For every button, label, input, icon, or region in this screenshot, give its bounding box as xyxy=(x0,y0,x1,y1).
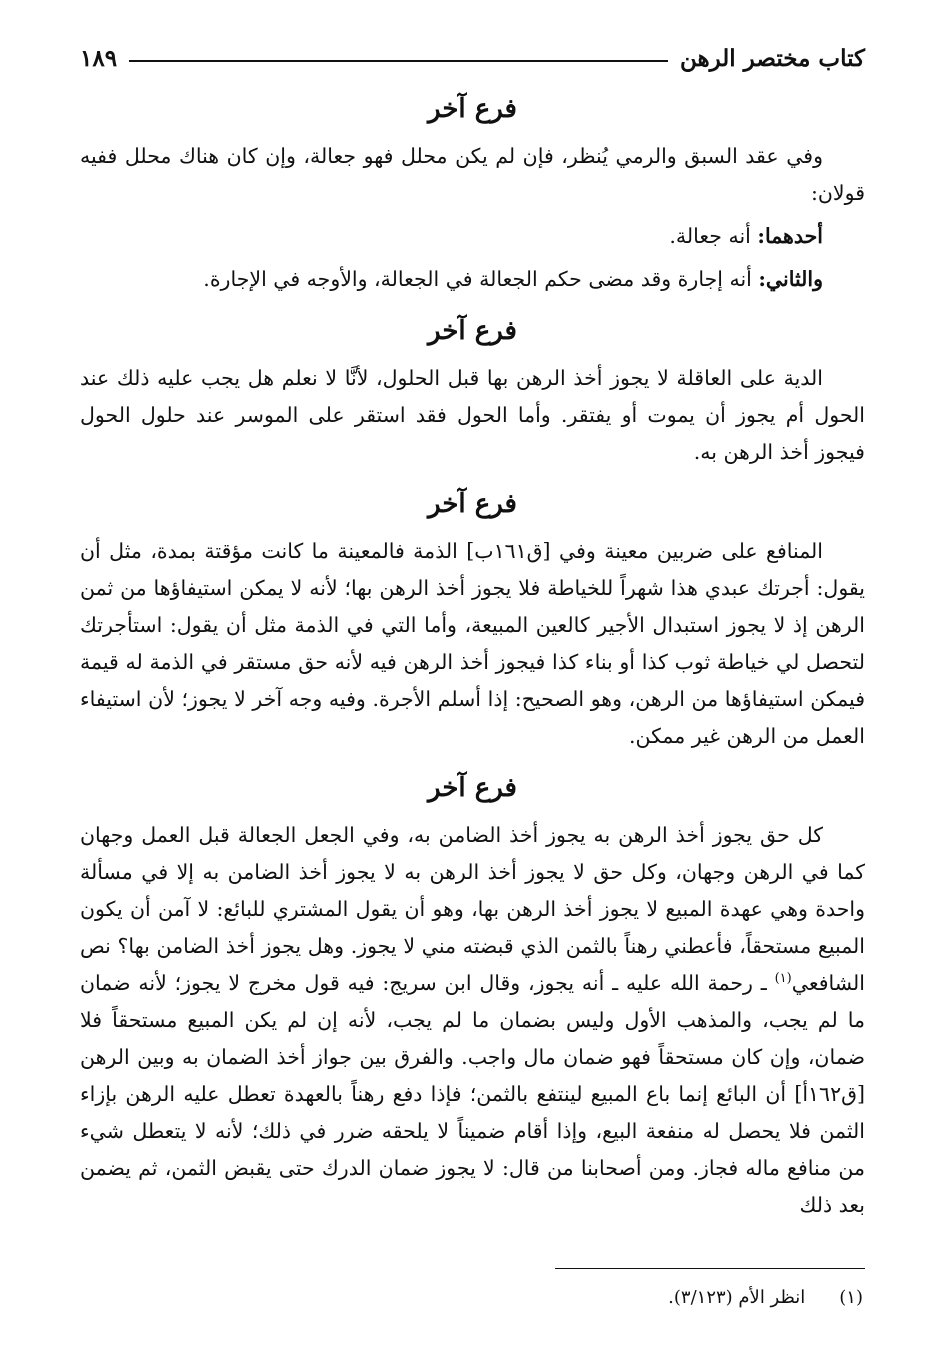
paragraph: المنافع على ضربين معينة وفي [ق١٦١ب] الذمة فالمعينة ما كانت مؤقتة بمدة، مثل أن يقول: أجرتك عبدي هذا شهراً للخياطة فلا يجوز أخذ الرهن بها؛ لأنه لا يمكن استيفاؤها من ثمن الرهن إذ لا يجوز استبدال الأجير كالعين المبيعة، وأما التي في الذمة مثل أن يقول: استأجرتك لتحصل لي خياطة ثوب كذا أو بناء كذا فيجوز أخذ الرهن فيه لأنه حق مستقر في الذمة له قيمة فيمكن استيفاؤها من الرهن، وهو الصحيح: إذا أسلم الأجرة. وفيه وجه آخر لا يجوز؛ لأن استيفاء العمل من الرهن غير ممكن. xyxy=(80,539,865,748)
footnote-rule xyxy=(555,1268,865,1269)
section-1 xyxy=(80,86,865,298)
header-rule xyxy=(129,60,668,62)
item-text: أنه جعالة. xyxy=(669,224,758,248)
section-heading: فرع آخر xyxy=(428,316,517,346)
page-number: ١٨٩ xyxy=(80,44,118,72)
section-heading: فرع آخر xyxy=(428,94,517,124)
list-item xyxy=(80,261,865,298)
item-lead: أحدهما: xyxy=(757,224,823,248)
paragraph-text: كل حق يجوز أخذ الرهن به يجوز أخذ الضامن به، وفي الجعل الجعالة قبل العمل وجهان كما في الرهن وجهان، وكل حق لا يجوز أخذ الرهن به لا يجوز أخذ الضامن به إلا في مسألة واحدة وهي عهدة المبيع لا يجوز أخذ الرهن بها، وهو أن يقول المشتري للبائع: لا آمن أن يكون المبيع مستحقاً، فأعطني رهناً بالثمن الذي قبضته مني لا يجوز. وهل يجوز أخذ الضامن بها؟ نص الشافعي xyxy=(80,823,865,995)
paragraph: الدية على العاقلة لا يجوز أخذ الرهن بها قبل الحلول، لأنَّا لا نعلم هل يجب عليه ذلك عند الحول أم يجوز أن يموت أو يفتقر. وأما الحول فقد استقر على الموسر عند حلول الحول فيجوز أخذ الرهن به. xyxy=(80,366,865,464)
section-heading: فرع آخر xyxy=(428,773,517,803)
paragraph: وفي عقد السبق والرمي يُنظر، فإن لم يكن محلل فهو جعالة، وإن كان هناك محلل ففيه قولان: xyxy=(80,144,865,205)
section-2 xyxy=(80,308,865,471)
footnote xyxy=(45,1283,865,1313)
item-text: أنه إجارة وقد مضى حكم الجعالة في الجعالة، والأوجه في الإجارة. xyxy=(203,267,759,291)
book-title: كتاب مختصر الرهن xyxy=(679,44,865,72)
running-header xyxy=(80,38,865,78)
list-item xyxy=(80,218,865,255)
footnote-marker[interactable]: (١) xyxy=(774,971,792,987)
paragraph xyxy=(80,817,865,1224)
footnote-text: انظر الأم (٣/١٢٣). xyxy=(668,1287,806,1308)
section-4 xyxy=(80,765,865,1224)
section-heading: فرع آخر xyxy=(428,489,517,519)
section-3 xyxy=(80,481,865,755)
paragraph-text: ـ رحمة الله عليه ـ أنه يجوز، وقال ابن سريج: فيه قول مخرج لا يجوز؛ لأنه ضمان ما لم يجب، والمذهب الأول وليس بضمان ما لم يجب، لأنه إن لم يكن المبيع مستحقاً فلا ضمان، وإن كان مستحقاً فهو ضمان مال واجب. والفرق بين جواز أخذ الضمان به وبين الرهن [ق١٦٢أ] أن البائع إنما باع المبيع لينتفع بالثمن؛ فإذا دفع رهناً بالعهدة تعطل عليه الرهن بإزاء الثمن فلا يحصل له منفعة البيع، وإذا أقام ضميناً لا يلحقه ضرر في ذلك؛ لأنه لا يتعطل شيء من منافع ماله فجاز. ومن أصحابنا من قال: لا يجوز ضمان الدرك حتى يقبض الثمن، ثم يضمن بعد ذلك xyxy=(80,971,865,1217)
footnote-number: (١) xyxy=(839,1287,863,1308)
main-text xyxy=(80,86,865,1230)
item-lead: والثاني: xyxy=(758,267,823,291)
footnotes xyxy=(45,1268,865,1313)
